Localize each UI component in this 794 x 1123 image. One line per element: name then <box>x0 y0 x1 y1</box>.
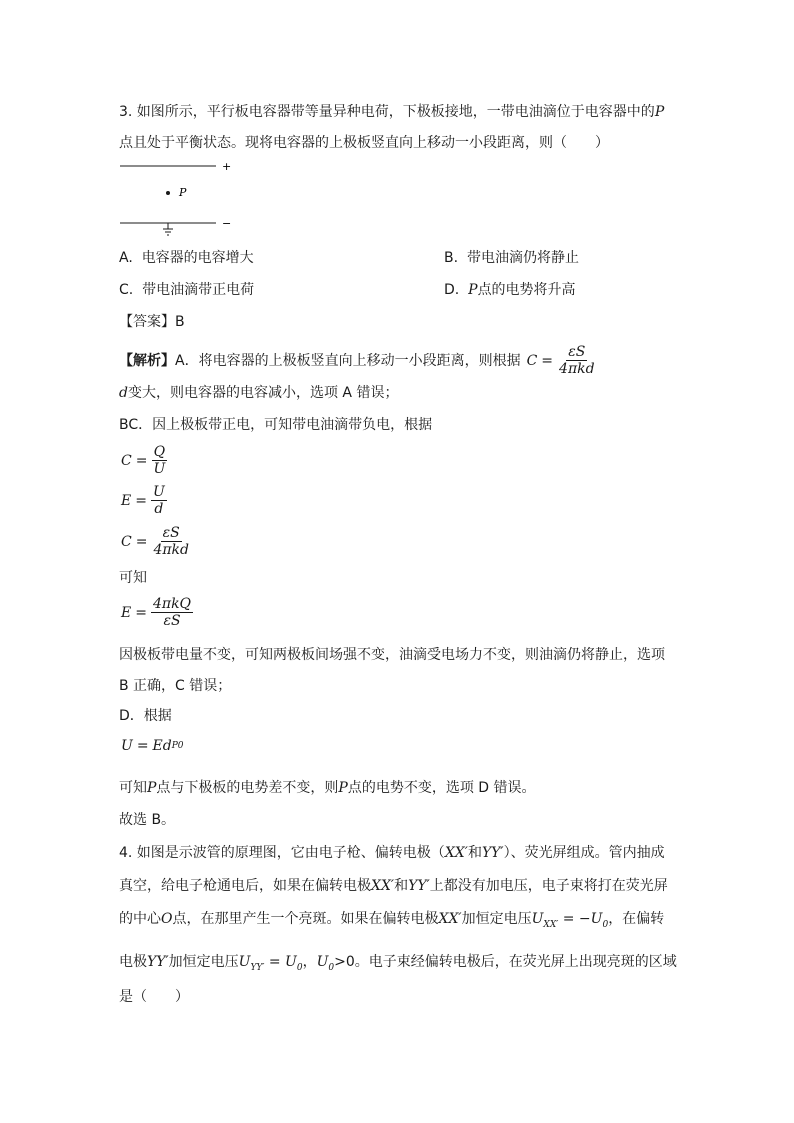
option-a[interactable]: A. 电容器的电容增大 <box>119 250 254 266</box>
option-d[interactable]: D. P点的电势将升高 <box>444 282 576 298</box>
analysis-a-line2: d变大，则电容器的电容减小，选项 A 错误； <box>119 385 399 401</box>
analysis-d-line: D．根据 <box>119 708 172 724</box>
choose-line: 故选 B。 <box>119 812 176 828</box>
q3-line1: 3. 如图所示，平行板电容器带等量异种电荷，下极板接地，一带电油滴位于电容器中的P <box>119 104 665 120</box>
q4-line1: 4. 如图是示波管的原理图，它由电子枪、偏转电极（XX′和YY′）、荧光屏组成。管内抽成 <box>119 845 665 861</box>
point-p-label: P <box>179 186 187 199</box>
plus-sign: + <box>222 160 232 173</box>
q4-line5: 是（ ） <box>119 989 189 1005</box>
kezhi-label: 可知 <box>119 570 147 586</box>
q4-line4: 电极YY′加恒定电压$U_{YY'} = U_0$，$U_0>0$。电子束经偏转电极后，在荧光屏上出现亮斑的区域 <box>119 954 677 973</box>
minus-sign: − <box>222 217 232 230</box>
answer-label: 【答案】B <box>119 314 185 330</box>
bc-conclusion-line1: 因极板带电量不变，可知两极板间场强不变，油滴受电场力不变，则油滴仍将静止，选项 <box>119 647 665 663</box>
var-p: P <box>654 104 665 120</box>
equation-e-u-d: E = $\frac{U}{d}$ <box>121 484 165 517</box>
equation-u-ed: U = Ed P0 <box>121 738 184 754</box>
ground-icon <box>163 223 173 235</box>
q4-line3: 的中心O点，在那里产生一个亮斑。如果在偏转电极XX′加恒定电压$U_{XX'} = -U_0$，在偏转 <box>119 911 665 930</box>
capacitance-formula: C = $\frac{\varepsilon S}{\text{4πkd}}$ <box>526 344 595 377</box>
equation-c-q-u: C = $\frac{Q}{U}$ <box>121 444 166 477</box>
oil-drop-point <box>166 191 170 195</box>
equation-e-4pikq-es: E = $\frac{\text{4πkQ}}{\varepsilon S}$ <box>121 596 192 629</box>
q4-line2: 真空，给电子枪通电后，如果在偏转电极XX′和YY′上都没有加电压，电子束将打在荧光屏 <box>119 878 668 894</box>
capacitor-figure <box>118 156 248 238</box>
equation-c-es-4pikd: C = $\frac{\varepsilon S}{\text{4πkd}}$ <box>121 525 190 558</box>
bc-conclusion-line2: B 正确，C 错误； <box>119 678 232 694</box>
analysis-bc-line: BC．因上极板带正电，可知带电油滴带负电，根据 <box>119 417 433 433</box>
option-c[interactable]: C. 带电油滴带正电荷 <box>119 282 255 298</box>
q3-line2: 点且处于平衡状态。现将电容器的上极板竖直向上移动一小段距离，则（ ） <box>119 135 609 151</box>
analysis-a-line: 【解析】 A．将电容器的上极板竖直向上移动一小段距离，则根据 C = $\frac{\varepsilon S}{\text{4πkd}}$ <box>119 344 595 377</box>
d-conclusion-line: 可知P点与下极板的电势差不变，则P点的电势不变，选项 D 错误。 <box>119 780 536 796</box>
option-b[interactable]: B. 带电油滴仍将静止 <box>444 250 579 266</box>
